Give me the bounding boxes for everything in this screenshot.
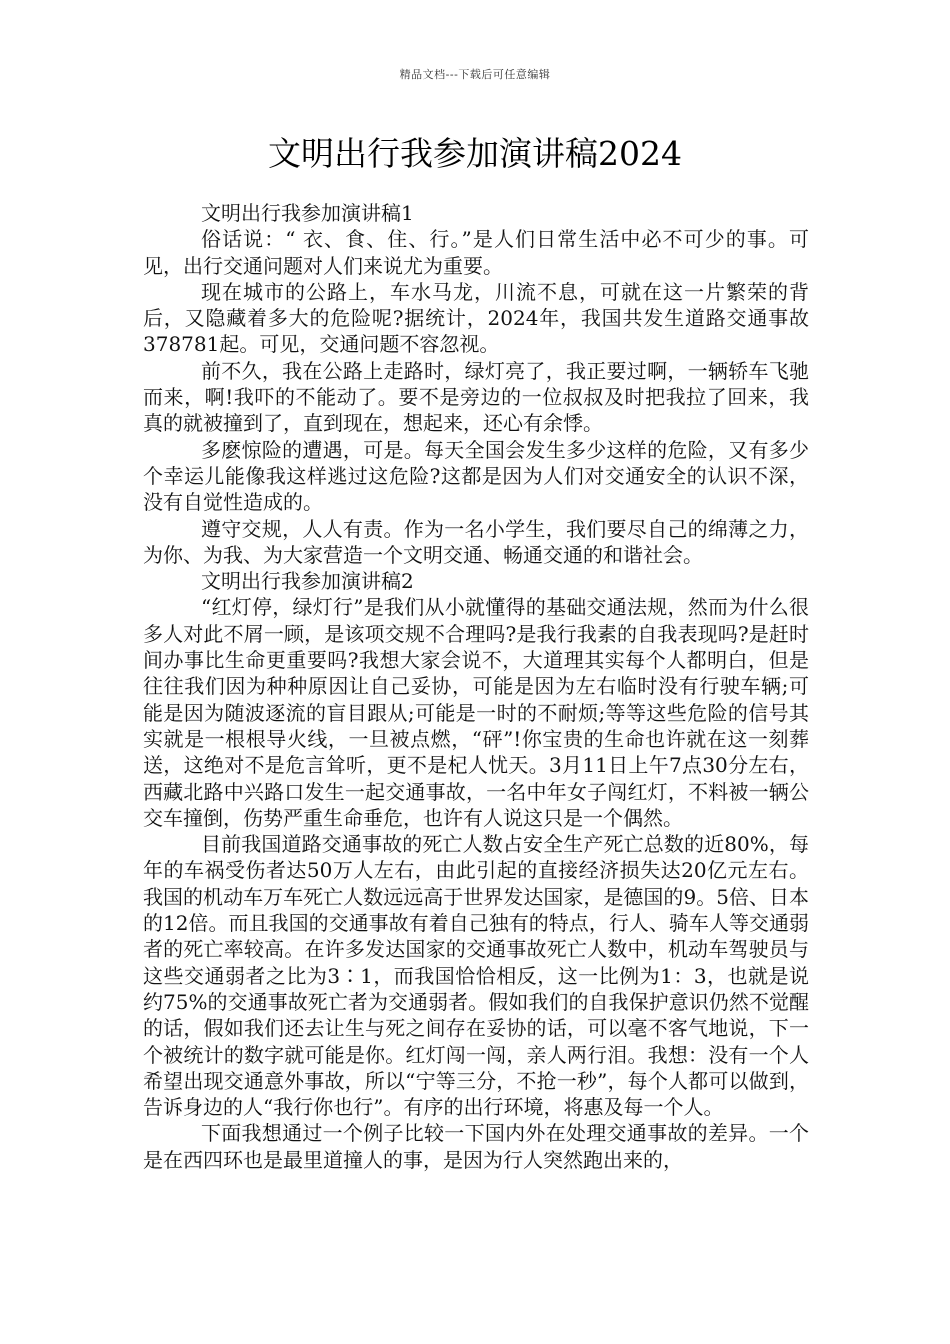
- paragraph: 目前我国道路交通事故的死亡人数占安全生产死亡总数的近80%，每年的车祸受伤者达50万人左右，由此引起的直接经济损失达20亿元左右。我国的机动车万车死亡人数远远高于世界发达国家，是德国的9。5倍、日本的12倍。而且我国的交通事故有着自己独有的特点，行人、骑车人等交通弱者的死亡率较高。在许多发达国家的交通事故死亡人数中，机动车驾驶员与这些交通弱者之比为3∶1，而我国恰恰相反，这一比例为1：3，也就是说约75%的交通事故死亡者为交通弱者。假如我们的自我保护意识仍然不觉醒的话，假如我们还去让生与死之间存在妥协的话，可以毫不客气地说，下一个被统计的数字就可能是你。红灯闯一闯，亲人两行泪。我想：没有一个人希望出现交通意外事故，所以“宁等三分，不抢一秒”，每个人都可以做到，告诉身边的人“我行你也行”。有序的出行环境，将惠及每一个人。: [143, 832, 809, 1120]
- document-title: 文明出行我参加演讲稿2024: [268, 134, 682, 173]
- document-body: [143, 200, 809, 1173]
- paragraph: “红灯停，绿灯行”是我们从小就懂得的基础交通法规，然而为什么很多人对此不屑一顾，是该项交规不合理吗?是我行我素的自我表现吗?是赶时间办事比生命更重要吗?我想大家会说不，大道理其实每个人都明白，但是往往我们因为种种原因让自己妥协，可能是因为左右临时没有行驶车辆;可能是因为随波逐流的盲目跟从;可能是一时的不耐烦;等等这些危险的信号其实就是一根根导火线，一旦被点燃，“砰”!你宝贵的生命也许就在这一刻葬送，这绝对不是危言耸听，更不是杞人忧天。3月11日上午7点30分左右，西藏北路中兴路口发生一起交通事故，一名中年女子闯红灯，不料被一辆公交车撞倒，伤势严重生命垂危，也许有人说这只是一个偶然。: [143, 595, 809, 830]
- paragraph: 现在城市的公路上，车水马龙，川流不息，可就在这一片繁荣的背后，又隐藏着多大的危险呢?据统计，2024年，我国共发生道路交通事故378781起。可见，交通问题不容忽视。: [143, 279, 809, 357]
- paragraph: 遵守交规，人人有责。作为一名小学生，我们要尽自己的绵薄之力，为你、为我、为大家营造一个文明交通、畅通交通的和谐社会。: [143, 516, 809, 567]
- section-heading-2: 文明出行我参加演讲稿2: [201, 569, 414, 594]
- paragraph: 俗话说：“ 衣、食、住、行。”是人们日常生活中必不可少的事。可见，出行交通问题对人们来说尤为重要。: [143, 227, 809, 278]
- paragraph: 多麽惊险的遭遇，可是。每天全国会发生多少这样的危险，又有多少个幸运儿能像我这样逃过这危险?这都是因为人们对交通安全的认识不深，没有自觉性造成的。: [143, 437, 809, 515]
- paragraph: 下面我想通过一个例子比较一下国内外在处理交通事故的差异。一个是在西四环也是最里道撞人的事，是因为行人突然跑出来的，: [143, 1121, 809, 1172]
- paragraph: 前不久，我在公路上走路时，绿灯亮了，我正要过啊，一辆轿车飞驰而来，啊!我吓的不能动了。要不是旁边的一位叔叔及时把我拉了回来，我真的就被撞到了，直到现在，想起来，还心有余悸。: [143, 358, 809, 436]
- section-heading-1: 文明出行我参加演讲稿1: [201, 201, 414, 225]
- header-note: 精品文档---下载后可任意编辑: [399, 68, 551, 81]
